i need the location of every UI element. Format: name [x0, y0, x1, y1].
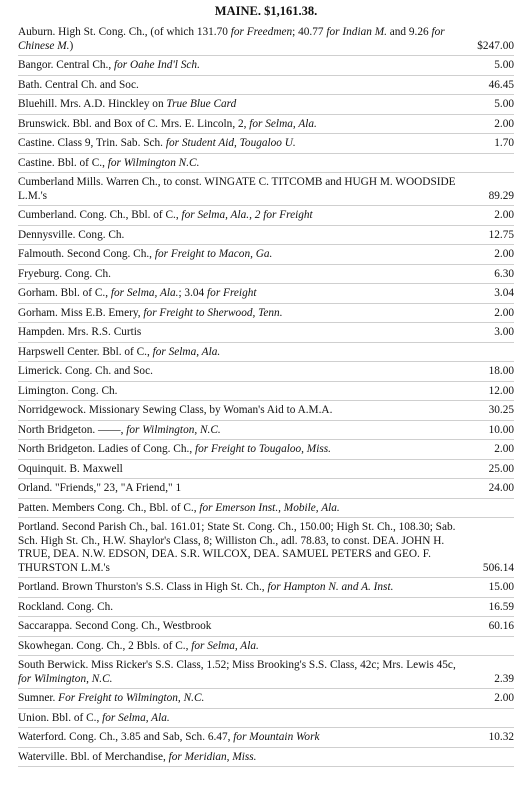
entry-row [18, 440, 514, 460]
entry-donor: Norridgewock. Missionary Sewing Class, by Woman's Aid to A.M.A. [18, 404, 333, 416]
entry-text [18, 287, 470, 301]
entry-purpose: for Hampton N. and A. Inst. [267, 581, 394, 593]
entry-amount: 2.00 [494, 248, 514, 260]
entry-amount: 16.59 [488, 600, 514, 613]
entry-donor: Portland. Brown Thurston's S.S. Class in High St. Ch., [18, 581, 268, 593]
entry-donor: Castine. Bbl. of C., [18, 156, 108, 169]
entry-donor: Patten. Members Cong. Ch., Bbl. of C., [18, 501, 200, 514]
entry-purpose: for Freight [207, 287, 257, 299]
entry-row [18, 382, 514, 402]
entry-amount: 12.00 [488, 384, 514, 397]
entry-amount: 2.00 [494, 692, 514, 704]
entry-donor: Falmouth. Second Cong. Ch., [18, 248, 155, 260]
entry-donor: Skowhegan. Cong. Ch., 2 Bbls. of C., [18, 639, 192, 652]
entry-text [18, 463, 470, 477]
entry-donor: Orland. "Friends," 23, "A Friend," 1 [18, 482, 182, 494]
entry-purpose: for Wilmington N.C. [107, 156, 200, 169]
entry-donor: Sumner. [18, 692, 59, 704]
entry-text [18, 482, 470, 496]
entry-text [18, 751, 470, 765]
entry-purpose: for Indian M. [326, 26, 387, 38]
entry-row [18, 134, 514, 154]
entry-donor: Hampden. Mrs. R.S. Curtis [18, 326, 142, 338]
entry-purpose: for Selma, Ala. [191, 639, 259, 652]
entry-amount: 2.39 [494, 672, 514, 685]
entry-purpose: for Emerson Inst., Mobile, Ala. [199, 501, 340, 514]
entry-purpose: for Meridian, Miss. [168, 750, 257, 763]
entry-row [18, 728, 514, 748]
entry-purpose: for Selma, Ala. [249, 117, 317, 130]
entry-donor: Saccarappa. Second Cong. Ch., Westbrook [18, 620, 212, 632]
entry-donor: Waterville. Bbl. of Merchandise, [18, 750, 169, 763]
entry-donor: Rockland. Cong. Ch. [18, 600, 114, 613]
entry-text [18, 209, 470, 223]
entry-donor: Harpswell Center. Bbl. of C., [18, 345, 153, 358]
entry-purpose: for Freedmen [230, 26, 293, 38]
entry-row [18, 226, 514, 246]
entry-donor: North Bridgeton. ——, [18, 423, 127, 436]
entry-row [18, 206, 514, 226]
entry-text [18, 157, 470, 171]
entry-text [18, 176, 470, 203]
entry-text [18, 385, 470, 399]
entry-purpose: for Wilmington, N.C. [126, 423, 221, 436]
entry-text [18, 365, 470, 379]
entry-row [18, 598, 514, 618]
entry-purpose: for Selma, Ala. [102, 711, 170, 724]
entry-donor: Bath. Central Ch. and Soc. [18, 78, 139, 91]
entry-text [18, 731, 470, 745]
entry-purpose: for Mountain Work [233, 731, 320, 743]
entry-amount: 6.30 [494, 267, 514, 280]
entry-amount: 2.00 [494, 117, 514, 130]
entry-row [18, 518, 514, 578]
entry-amount: 10.00 [488, 423, 514, 436]
entry-row [18, 401, 514, 421]
entry-text [18, 79, 470, 93]
entry-donor: ; 40.77 [292, 26, 327, 38]
entry-purpose: for Oahe Ind'l Sch. [114, 59, 200, 71]
entry-row [18, 265, 514, 285]
entry-amount: 3.04 [494, 287, 514, 299]
entry-text [18, 581, 470, 595]
entry-row [18, 617, 514, 637]
entry-donor: Dennysville. Cong. Ch. [18, 228, 125, 241]
entry-purpose: for Chinese M. [18, 26, 445, 52]
entry-purpose: For Freight to Wilmington, N.C. [58, 692, 205, 704]
entry-donor: Cumberland Mills. Warren Ch., to const. WINGATE C. TITCOMB and HUGH M. WOODSIDE L.M.'s [18, 176, 456, 202]
entry-donor: Gorham. Miss E.B. Emery, [18, 306, 144, 319]
entry-amount: 3.00 [494, 326, 514, 338]
entry-purpose: for Freight to Tougaloo, Miss. [194, 443, 331, 455]
entry-row [18, 323, 514, 343]
entry-text [18, 229, 470, 243]
entry-amount: 46.45 [488, 78, 514, 91]
entry-row [18, 460, 514, 480]
entry-donor: Auburn. High St. Cong. Ch., (of which 131.70 [18, 26, 231, 38]
entry-text [18, 601, 470, 615]
entry-row [18, 343, 514, 363]
entry-amount: 506.14 [482, 561, 514, 574]
entry-amount: 2.00 [494, 443, 514, 455]
entry-purpose: for Freight to Macon, Ga. [154, 248, 273, 260]
entry-row [18, 689, 514, 709]
entry-amount: 10.32 [488, 731, 514, 743]
entry-donor: Union. Bbl. of C., [18, 711, 103, 724]
entry-text [18, 346, 470, 360]
entry-purpose: True Blue Card [166, 98, 237, 110]
entry-text [18, 26, 470, 53]
entry-purpose: for Freight to Sherwood, Tenn. [143, 306, 283, 319]
section-heading: MAINE. $1,161.38. [214, 4, 318, 18]
entry-amount: 30.25 [488, 404, 514, 416]
entry-donor: Brunswick. Bbl. and Box of C. Mrs. E. Lincoln, 2, [18, 117, 250, 130]
entry-row [18, 154, 514, 174]
entry-text [18, 424, 470, 438]
entry-row [18, 95, 514, 115]
entry-row [18, 578, 514, 598]
entry-row [18, 421, 514, 441]
entry-row [18, 748, 514, 768]
entry-donor: Castine. Class 9, Trin. Sab. Sch. [18, 137, 166, 149]
entry-amount: 25.00 [488, 462, 514, 475]
entry-row [18, 23, 514, 56]
entry-amount: 5.00 [494, 59, 514, 71]
entry-donor: Portland. Second Parish Ch., bal. 161.01; State St. Cong. Ch., 150.00; High St. Ch., 108.30; Sab. Sch. High St. Ch., H.W. Shaylor's Class, 8; Williston Ch., adl. 78.83, to const. DEA. JOHN H. TRUE, DEA. N.W. EDSON, DEA. S.R. WILCOX, DEA. SAMUEL PETERS and GEO. F. THURSTON L.M.'s [18, 521, 456, 574]
entry-row [18, 56, 514, 76]
entry-purpose: for Selma, Ala., 2 for Freight [181, 209, 313, 221]
entry-text [18, 268, 470, 282]
entry-donor: Fryeburg. Cong. Ch. [18, 267, 111, 280]
entry-text [18, 248, 470, 262]
entry-amount: 2.00 [494, 209, 514, 221]
entry-text [18, 502, 470, 516]
entry-text [18, 692, 470, 706]
entry-amount: 2.00 [494, 306, 514, 319]
entry-list [18, 23, 514, 767]
entry-amount: 18.00 [488, 365, 514, 377]
entry-donor: Cumberland. Cong. Ch., Bbl. of C., [18, 209, 182, 221]
entry-row [18, 245, 514, 265]
entry-amount: 89.29 [488, 189, 514, 202]
entry-text [18, 443, 470, 457]
entry-text [18, 521, 470, 575]
entry-purpose: for Selma, Ala. [110, 287, 179, 299]
entry-donor: Limerick. Cong. Ch. and Soc. [18, 365, 153, 377]
entry-donor: ; 3.04 [178, 287, 208, 299]
entry-amount: 12.75 [488, 228, 514, 241]
entry-text [18, 118, 470, 132]
entry-row [18, 656, 514, 689]
entry-row [18, 709, 514, 729]
entry-text [18, 712, 470, 726]
entry-text [18, 640, 470, 654]
entry-purpose: for Wilmington, N.C. [18, 672, 113, 685]
entry-donor: Bangor. Central Ch., [18, 59, 115, 71]
entry-row [18, 115, 514, 135]
entry-donor: South Berwick. Miss Ricker's S.S. Class, 1.52; Miss Brooking's S.S. Class, 42c; Mrs. Lewis 45c, [18, 659, 456, 671]
entry-row [18, 479, 514, 499]
entry-row [18, 499, 514, 519]
entry-donor: and 9.26 [386, 26, 432, 38]
entry-text [18, 326, 470, 340]
entry-text [18, 59, 470, 73]
entry-text [18, 307, 470, 321]
entry-amount: 60.16 [488, 620, 514, 632]
entry-row [18, 76, 514, 96]
entry-row [18, 362, 514, 382]
entry-text [18, 137, 470, 151]
entry-amount: 5.00 [494, 98, 514, 110]
entry-amount: 1.70 [494, 137, 514, 149]
entry-purpose: for Student Aid, Tougaloo U. [165, 137, 296, 149]
entry-donor: Gorham. Bbl. of C., [18, 287, 111, 299]
entry-text [18, 659, 470, 686]
entry-donor: Bluehill. Mrs. A.D. Hinckley on [18, 98, 167, 110]
entry-row [18, 284, 514, 304]
entry-text [18, 98, 470, 112]
entry-row [18, 637, 514, 657]
entry-amount: 24.00 [488, 482, 514, 494]
entry-amount: 15.00 [488, 581, 514, 593]
entry-donor: Oquinquit. B. Maxwell [18, 462, 123, 475]
entry-row [18, 304, 514, 324]
entry-text [18, 404, 470, 418]
entry-text [18, 620, 470, 634]
entry-amount: $247.00 [477, 39, 514, 52]
entry-donor: Waterford. Cong. Ch., 3.85 and Sab, Sch. 6.47, [18, 731, 234, 743]
entry-purpose: for Selma, Ala. [152, 345, 221, 358]
entry-row [18, 173, 514, 206]
entry-donor: Limington. Cong. Ch. [18, 384, 118, 397]
entry-donor: ) [69, 39, 74, 52]
entry-donor: North Bridgeton. Ladies of Cong. Ch., [18, 443, 195, 455]
